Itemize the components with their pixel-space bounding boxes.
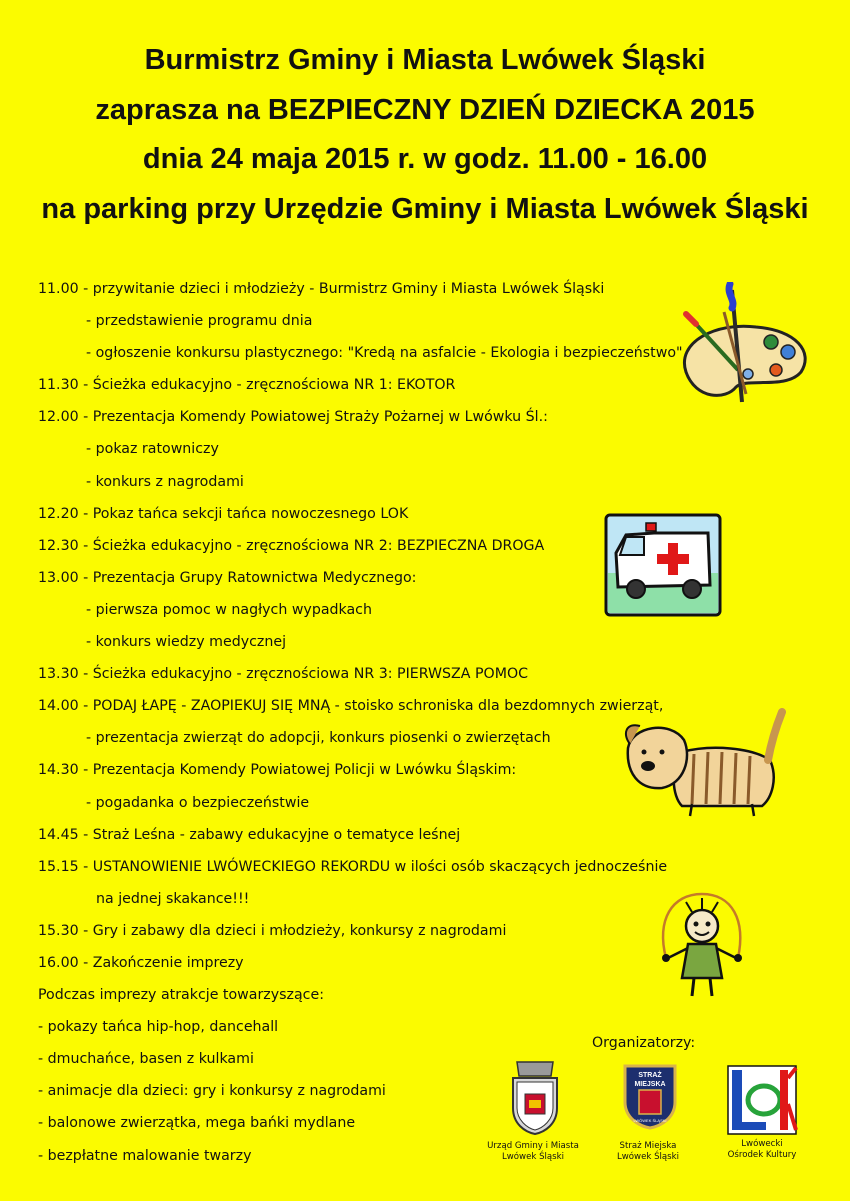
logo3-caption-line2: Ośrodek Kultury xyxy=(727,1150,797,1160)
program-subitem: - konkurs z nagrodami xyxy=(86,473,244,490)
logo1-caption-line2: Lwówek Śląski xyxy=(501,1152,565,1162)
city-guard-badge-icon xyxy=(621,1062,679,1130)
program-item: 14.45 - Straż Leśna - zabawy edukacyjne o tematyce leśnej xyxy=(38,826,461,843)
logo3-caption xyxy=(707,1139,817,1161)
header-line-4: na parking przy Urzędzie Gminy i Miasta Lwówek Śląski xyxy=(41,192,809,225)
logo2-caption-line1: Straż Miejska xyxy=(619,1141,677,1151)
organizers-title: Organizatorzy: xyxy=(592,1035,696,1051)
jump-rope-kid-icon xyxy=(652,890,752,1002)
logo2-caption-line2: Lwówek Śląski xyxy=(616,1152,680,1162)
program-item: 13.30 - Ścieżka edukacyjno - zręcznościowa NR 3: PIERWSZA POMOC xyxy=(38,666,529,683)
coat-of-arms-icon xyxy=(507,1058,563,1136)
program-subitem: - pogadanka o bezpieczeństwie xyxy=(86,794,310,811)
dog-icon xyxy=(622,708,790,820)
logo2-caption xyxy=(593,1141,703,1163)
header-line-1: Burmistrz Gminy i Miasta Lwówek Śląski xyxy=(144,44,706,76)
program-subitem: - przedstawienie programu dnia xyxy=(86,313,313,330)
logo3-caption-line1: Lwówecki xyxy=(741,1139,783,1149)
badge-text-2: MIEJSKA xyxy=(634,1081,666,1088)
program-item: 15.30 - Gry i zabawy dla dzieci i młodzieży, konkursy z nagrodami xyxy=(38,922,507,939)
program-subitem: na jednej skakance!!! xyxy=(96,890,250,907)
program-item: 13.00 - Prezentacja Grupy Ratownictwa Medycznego: xyxy=(38,569,417,586)
program-item: 14.00 - PODAJ ŁAPĘ - ZAOPIEKUJ SIĘ MNĄ - stoisko schroniska dla bezdomnych zwierząt, xyxy=(38,698,664,715)
badge-text-3: LWÓWEK ŚLĄSKI xyxy=(633,1118,667,1123)
program-subitem: - ogłoszenie konkursu plastycznego: "Kredą na asfalcie - Ekologia i bezpieczeństwo" xyxy=(86,345,683,362)
program-subitem: - prezentacja zwierząt do adopcji, konkurs piosenki o zwierzętach xyxy=(86,730,551,747)
attraction-item: Podczas imprezy atrakcje towarzyszące: xyxy=(38,987,324,1004)
program-item: 12.30 - Ścieżka edukacyjno - zręcznościowa NR 2: BEZPIECZNA DROGA xyxy=(38,537,545,554)
header xyxy=(0,36,850,234)
header-line-3: dnia 24 maja 2015 r. w godz. 11.00 - 16.00 xyxy=(142,143,708,175)
header-line-2: zaprasza na BEZPIECZNY DZIEŃ DZIECKA 2015 xyxy=(95,93,755,126)
program-subitem: - konkurs wiedzy medycznej xyxy=(86,634,287,651)
program-item: 11.30 - Ścieżka edukacyjno - zręcznościowa NR 1: EKOTOR xyxy=(38,377,456,394)
program-item: 14.30 - Prezentacja Komendy Powiatowej Policji w Lwówku Śląskim: xyxy=(38,762,517,779)
ambulance-icon xyxy=(604,513,722,617)
attraction-item: - bezpłatne malowanie twarzy xyxy=(38,1147,252,1164)
program-item: 16.00 - Zakończenie imprezy xyxy=(38,954,244,971)
program-item: 15.15 - USTANOWIENIE LWÓWECKIEGO REKORDU w ilości osób skaczących jednocześnie xyxy=(38,858,668,875)
attraction-item: - dmuchańce, basen z kulkami xyxy=(38,1051,254,1068)
palette-icon xyxy=(676,282,816,412)
badge-text-1: STRAŻ xyxy=(638,1072,662,1079)
logo1-caption-line1: Urząd Gminy i Miasta xyxy=(487,1141,579,1151)
program-item: 12.00 - Prezentacja Komendy Powiatowej Straży Pożarnej w Lwówku Śl.: xyxy=(38,409,548,426)
program-subitem: - pokaz ratowniczy xyxy=(86,441,219,458)
program-subitem: - pierwsza pomoc w nagłych wypadkach xyxy=(86,601,372,618)
attraction-item: - pokazy tańca hip-hop, dancehall xyxy=(38,1019,279,1036)
program-item: 11.00 - przywitanie dzieci i młodzieży - Burmistrz Gminy i Miasta Lwówek Śląski xyxy=(38,281,605,297)
logo1-caption xyxy=(478,1141,588,1163)
program-item: 12.20 - Pokaz tańca sekcji tańca nowoczesnego LOK xyxy=(38,505,409,522)
attraction-item: - animacje dla dzieci: gry i konkursy z nagrodami xyxy=(38,1083,386,1100)
attraction-item: - balonowe zwierzątka, mega bańki mydlane xyxy=(38,1115,356,1132)
lok-logo-icon xyxy=(726,1064,798,1136)
